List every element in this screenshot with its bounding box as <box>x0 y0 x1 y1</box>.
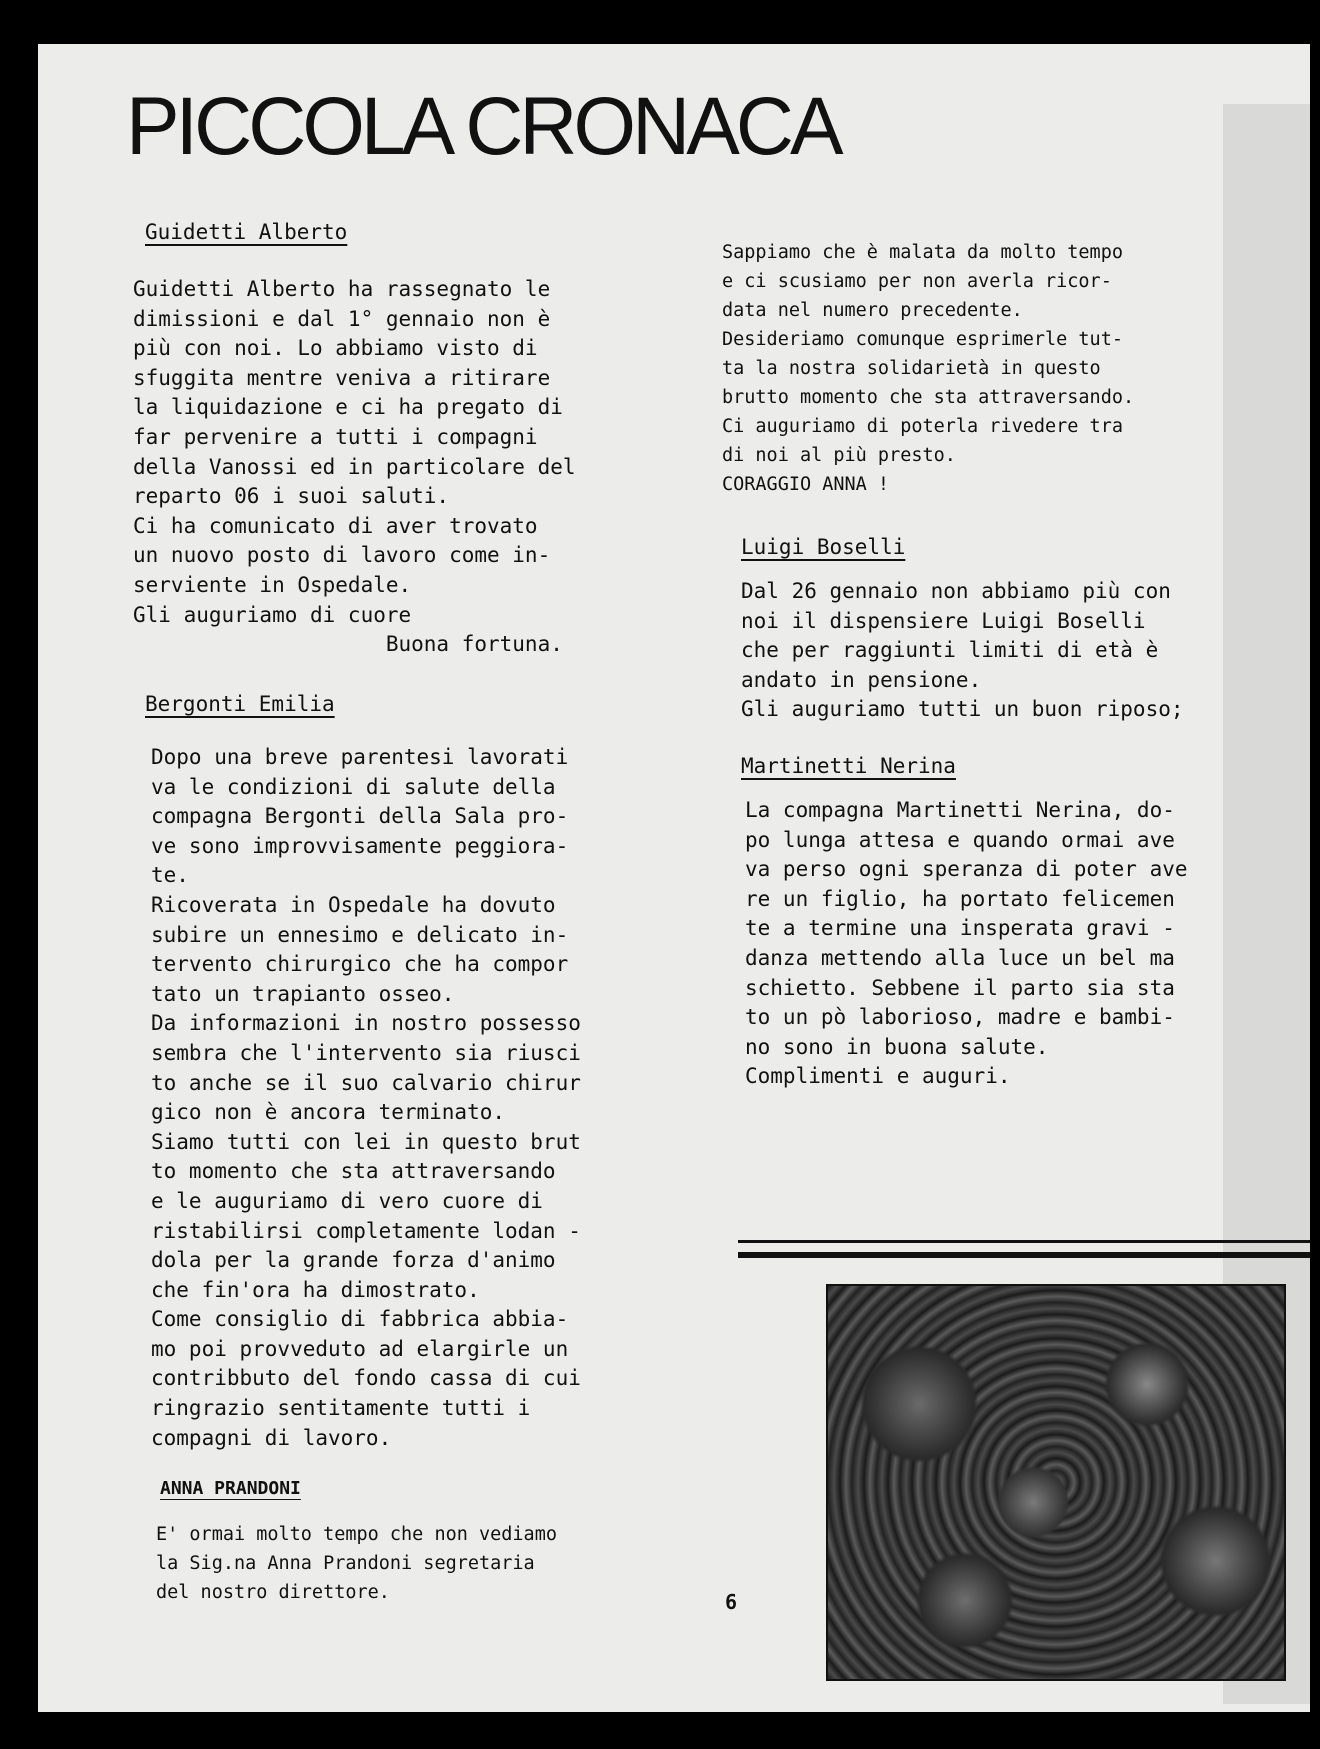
crowd-photo <box>826 1284 1286 1681</box>
heading-boselli: Luigi Boselli <box>741 535 906 559</box>
magazine-page <box>38 44 1310 1712</box>
page-title: PICCOLA CRONACA <box>126 81 840 172</box>
heading-martinetti: Martinetti Nerina <box>741 754 956 778</box>
heading-guidetti: Guidetti Alberto <box>145 220 348 244</box>
article-prandoni: E' ormai molto tempo che non vediamo la Sig.na Anna Prandoni segretaria del nostro direttore. <box>156 1524 557 1603</box>
article-guidetti: Guidetti Alberto ha rassegnato le dimissioni e dal 1° gennaio non è più con noi. Lo abbiamo visto di sfuggita mentre veniva a ritirare la liquidazione e ci ha pregato di far pervenire a tutti i compagni della Vanossi ed in particolare del reparto 06 i suoi saluti. Ci ha comunicato di aver trovato un nuovo posto di lavoro come in- serviente in Ospedale. Gli auguriamo di cuore Buona fortuna. <box>133 277 576 657</box>
heading-prandoni: ANNA PRANDONI <box>160 1478 301 1499</box>
divider-line <box>738 1240 1310 1243</box>
article-prandoni-continued: Sappiamo che è malata da molto tempo e ci scusiamo per non averla ricor- data nel numero precedente. Desideriamo comunque esprimerle tut- ta la nostra solidarietà in questo brutto momento che sta attraversando. Ci auguriamo di poterla rivedere tra di noi al più presto. CORAGGIO ANNA ! <box>722 242 1135 495</box>
divider-line-thick <box>738 1252 1310 1258</box>
article-bergonti: Dopo una breve parentesi lavorati va le condizioni di salute della compagna Bergonti della Sala pro- ve sono improvvisamente peggiora- te. Ricoverata in Ospedale ha dovuto subire un ennesimo e delicato in- tervento chirurgico che ha compor tato un trapianto osseo. Da informazioni in nostro possesso sembra che l'intervento sia riusci to anche se il suo calvario chirur gico non è ancora terminato. Siamo tutti con lei in questo brut to momento che sta attraversando e le auguriamo di vero cuore di ristabilirsi completamente lodan - dola per la grande forza d'animo che fin'ora ha dimostrato. Come consiglio di fabbrica abbia- mo poi provveduto ad elargirle un contribbuto del fondo cassa di cui ringrazio sentitamente tutti i compagni di lavoro. <box>151 745 581 1450</box>
article-martinetti: La compagna Martinetti Nerina, do- po lunga attesa e quando ormai ave va perso ogni speranza di poter ave re un figlio, ha portato felicemen te a termine una insperata gravi - danza mettendo alla luce un bel ma schietto. Sebbene il parto sia sta to un pò laborioso, madre e bambi- no sono in buona salute. Complimenti e auguri. <box>745 798 1188 1089</box>
article-boselli: Dal 26 gennaio non abbiamo più con noi il dispensiere Luigi Boselli che per raggiunti limiti di età è andato in pensione. Gli auguriamo tutti un buon riposo; <box>741 579 1184 722</box>
page-number: 6 <box>725 1590 738 1614</box>
heading-bergonti: Bergonti Emilia <box>145 692 335 716</box>
